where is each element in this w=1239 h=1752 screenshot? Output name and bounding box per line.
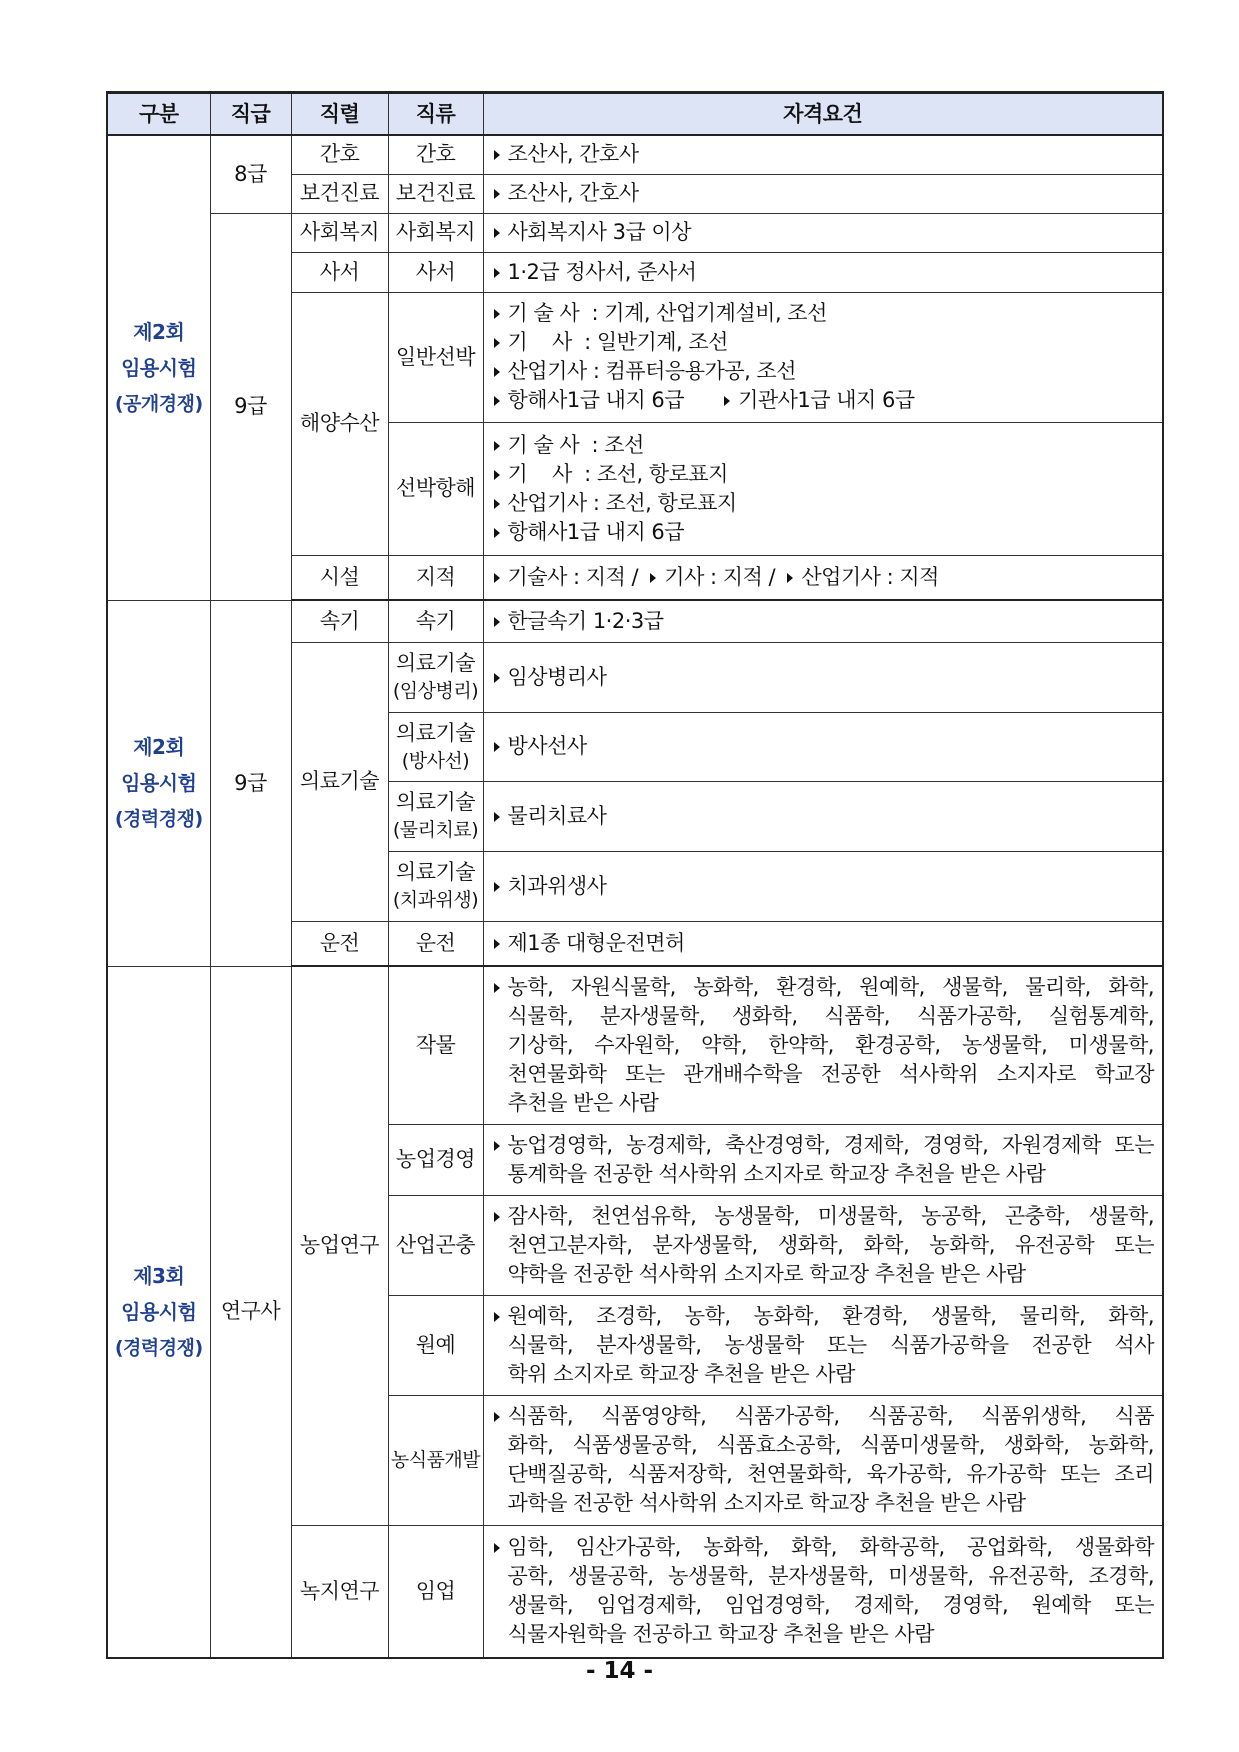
class-cell (388, 712, 483, 781)
requirement-text: 기 술 사 : 조선 (507, 432, 644, 457)
bullet-icon (494, 673, 500, 683)
group-label: 제2회 (133, 735, 185, 759)
requirement-cell (483, 252, 1163, 292)
group-label: 제3회 (133, 1263, 185, 1288)
requirement-text: 식물학, 분자생물학, 농생물학 또는 식품가공학을 전공한 석사 (507, 1332, 1154, 1357)
header-class: 직류 (388, 93, 483, 136)
class-cell: 작물 (388, 966, 483, 1124)
header-row (107, 93, 1163, 136)
table-row (107, 213, 1163, 252)
bullet-icon (494, 228, 500, 238)
requirement-text: 단백질공학, 식품저장학, 천연물화학, 육가공학, 유가공학 또는 조리 (507, 1462, 1154, 1486)
bullet-icon (494, 617, 500, 627)
class-label: 의료기술 (395, 720, 476, 745)
class-cell (388, 642, 483, 712)
class-cell: 운전 (388, 921, 483, 966)
bullet-icon (494, 470, 500, 480)
class-cell: 농업경영 (388, 1124, 483, 1195)
requirement-cell (483, 1525, 1163, 1658)
grade-cell: 8급 (210, 135, 291, 213)
class-sublabel: (물리치료) (392, 819, 479, 841)
requirement-cell (483, 712, 1163, 781)
bullet-icon (494, 1141, 500, 1151)
requirement-text: 과학을 전공한 석사학위 소지자로 학교장 추천을 받은 사람 (507, 1491, 1026, 1515)
bullet-icon (787, 573, 793, 583)
series-cell: 사회복지 (291, 213, 388, 252)
class-cell: 지적 (388, 555, 483, 600)
requirement-cell (483, 213, 1163, 252)
class-cell: 일반선박 (388, 292, 483, 422)
requirement-text: 기 술 사 : 기계, 산업기계설비, 조선 (507, 301, 827, 325)
class-cell: 속기 (388, 600, 483, 642)
header-grade: 직급 (210, 93, 291, 136)
class-cell: 농식품개발 (388, 1395, 483, 1525)
requirement-text: 항해사1급 내지 6급 (507, 388, 685, 412)
group-label: (공개경쟁) (114, 392, 203, 415)
header-series: 직렬 (291, 93, 388, 136)
requirement-text: 기 사 : 조선, 항로표지 (507, 461, 728, 486)
requirement-text: 산업기사 : 지적 (801, 564, 939, 589)
bullet-icon (650, 573, 656, 583)
requirement-text: 약학을 전공한 석사학위 소지자로 학교장 추천을 받은 사람 (507, 1261, 1026, 1286)
group-label: (경력경쟁) (114, 1336, 203, 1359)
class-cell: 사회복지 (388, 213, 483, 252)
class-cell: 임업 (388, 1525, 483, 1658)
requirement-cell (483, 135, 1163, 174)
grade-cell: 9급 (210, 213, 291, 600)
header-category: 구분 (107, 93, 210, 136)
series-cell: 사서 (291, 252, 388, 292)
group-career-competition-3 (107, 966, 210, 1658)
requirement-text: 한글속기 1·2·3급 (507, 608, 664, 633)
grade-cell: 연구사 (210, 966, 291, 1658)
series-cell: 녹지연구 (291, 1525, 388, 1658)
group-career-competition (107, 600, 210, 966)
requirement-text: 조산사, 간호사 (507, 181, 639, 205)
group-label: 제2회 (133, 319, 185, 344)
table-row (107, 135, 1163, 174)
group-open-competition (107, 135, 210, 600)
requirement-text: 항해사1급 내지 6급 (507, 519, 685, 544)
requirement-text: 기관사1급 내지 6급 (738, 388, 915, 412)
requirement-cell (483, 292, 1163, 422)
requirement-text: 산업기사 : 조선, 항로표지 (507, 490, 737, 515)
requirement-text: 사회복지사 3급 이상 (507, 220, 691, 244)
requirement-text: 추천을 받은 사람 (507, 1090, 659, 1115)
bullet-icon (494, 812, 500, 822)
group-label: (경력경쟁) (114, 808, 203, 830)
class-label: 의료기술 (395, 790, 476, 814)
requirement-cell (483, 1124, 1163, 1195)
requirement-text: 산업기사 : 컴퓨터응용가공, 조선 (507, 359, 796, 383)
bullet-icon (494, 309, 500, 319)
requirement-text: 식물학, 분자생물학, 생화학, 식품학, 식품가공학, 실험통계학, (507, 1003, 1154, 1028)
requirement-text: 조산사, 간호사 (507, 142, 639, 167)
requirement-cell (483, 422, 1163, 555)
series-cell: 운전 (291, 921, 388, 966)
requirement-text: 농학, 자원식물학, 농화학, 환경학, 원예학, 생물학, 물리학, 화학, (507, 974, 1154, 999)
class-cell: 산업곤충 (388, 1195, 483, 1295)
bullet-icon (494, 189, 500, 199)
class-sublabel: (방사선) (401, 749, 470, 772)
requirement-cell (483, 921, 1163, 966)
requirement-cell (483, 600, 1163, 642)
requirement-text: 기상학, 수자원학, 약학, 한약학, 환경공학, 농생물학, 미생물학, (507, 1032, 1154, 1057)
class-cell (388, 851, 483, 921)
bullet-icon (494, 528, 500, 538)
requirement-text: 천연고분자학, 분자생물학, 생화학, 화학, 농화학, 유전공학 또는 (507, 1232, 1154, 1257)
group-label: 임용시험 (121, 771, 197, 795)
bullet-icon (494, 882, 500, 892)
bullet-icon (724, 396, 730, 406)
requirement-cell (483, 1195, 1163, 1295)
bullet-icon (494, 441, 500, 451)
group-label: 임용시험 (121, 355, 197, 380)
qualification-table (106, 91, 1164, 1659)
class-sublabel: (임상병리) (392, 680, 479, 702)
group-label: 임용시험 (121, 1299, 197, 1324)
requirement-cell (483, 174, 1163, 213)
requirement-cell (483, 851, 1163, 921)
bullet-icon (494, 939, 500, 949)
series-cell: 보건진료 (291, 174, 388, 213)
requirement-cell (483, 966, 1163, 1124)
class-label: 의료기술 (395, 651, 476, 675)
requirement-text: 기 사 : 일반기계, 조선 (507, 330, 728, 354)
bullet-icon (494, 367, 500, 377)
requirement-cell (483, 1295, 1163, 1395)
grade-cell: 9급 (210, 600, 291, 966)
requirement-text: 제1종 대형운전면허 (507, 930, 685, 955)
series-cell: 시설 (291, 555, 388, 600)
bullet-icon (494, 499, 500, 509)
requirement-text: 기사 : 지적 / (664, 564, 776, 589)
requirement-text: 화학, 식품생물공학, 식품효소공학, 식품미생물학, 생화학, 농화학, (507, 1433, 1154, 1457)
requirement-text: 1·2급 정사서, 준사서 (507, 259, 697, 284)
requirement-text: 잠사학, 천연섬유학, 농생물학, 미생물학, 농공학, 곤충학, 생물학, (507, 1203, 1154, 1228)
class-cell: 보건진료 (388, 174, 483, 213)
class-label: 의료기술 (395, 860, 476, 884)
requirement-text: 임학, 임산가공학, 농화학, 화학, 화학공학, 공업화학, 생물화학 (507, 1535, 1154, 1560)
bullet-icon (494, 338, 500, 348)
requirement-text: 농업경영학, 농경제학, 축산경영학, 경제학, 경영학, 자원경제학 또는 (507, 1132, 1154, 1157)
class-cell: 원예 (388, 1295, 483, 1395)
requirement-text: 학위 소지자로 학교장 추천을 받은 사람 (507, 1361, 855, 1386)
requirement-cell (483, 1395, 1163, 1525)
class-cell (388, 781, 483, 851)
requirement-text: 천연물화학 또는 관개배수학을 전공한 석사학위 소지자로 학교장 (507, 1061, 1154, 1086)
class-cell: 선박항해 (388, 422, 483, 555)
requirement-cell (483, 642, 1163, 712)
requirement-text: 생물학, 임업경제학, 임업경영학, 경제학, 경영학, 원예학 또는 (507, 1593, 1154, 1618)
bullet-icon (494, 1312, 500, 1322)
series-cell: 속기 (291, 600, 388, 642)
requirement-text: 임상병리사 (507, 664, 607, 689)
series-cell: 의료기술 (291, 642, 388, 921)
bullet-icon (494, 150, 500, 160)
requirement-text: 원예학, 조경학, 농학, 농화학, 환경학, 생물학, 물리학, 화학, (507, 1303, 1154, 1328)
bullet-icon (494, 573, 500, 583)
bullet-icon (494, 983, 500, 993)
table-row (107, 600, 1163, 642)
requirement-cell (483, 781, 1163, 851)
requirement-text: 식물자원학을 전공하고 학교장 추천을 받은 사람 (507, 1622, 935, 1647)
class-cell: 사서 (388, 252, 483, 292)
bullet-icon (494, 1412, 500, 1422)
series-cell: 농업연구 (291, 966, 388, 1525)
requirement-text: 치과위생사 (507, 873, 607, 898)
requirement-cell (483, 555, 1163, 600)
requirement-text: 방사선사 (507, 734, 587, 758)
page-number: - 14 - (585, 1658, 654, 1684)
class-cell: 간호 (388, 135, 483, 174)
series-cell: 해양수산 (291, 292, 388, 555)
class-sublabel: (치과위생) (392, 889, 479, 911)
header-requirements: 자격요건 (483, 93, 1163, 136)
bullet-icon (494, 396, 500, 406)
requirement-text: 공학, 생물공학, 농생물학, 분자생물학, 미생물학, 유전공학, 조경학, (507, 1564, 1154, 1589)
requirement-text: 물리치료사 (507, 803, 607, 828)
requirement-text: 기술사 : 지적 / (507, 564, 639, 589)
bullet-icon (494, 268, 500, 278)
series-cell: 간호 (291, 135, 388, 174)
requirement-text: 통계학을 전공한 석사학위 소지자로 학교장 추천을 받은 사람 (507, 1161, 1046, 1186)
table-row (107, 966, 1163, 1124)
bullet-icon (494, 1543, 500, 1553)
bullet-icon (494, 742, 500, 752)
requirement-text: 식품학, 식품영양학, 식품가공학, 식품공학, 식품위생학, 식품 (507, 1404, 1154, 1428)
bullet-icon (494, 1212, 500, 1222)
